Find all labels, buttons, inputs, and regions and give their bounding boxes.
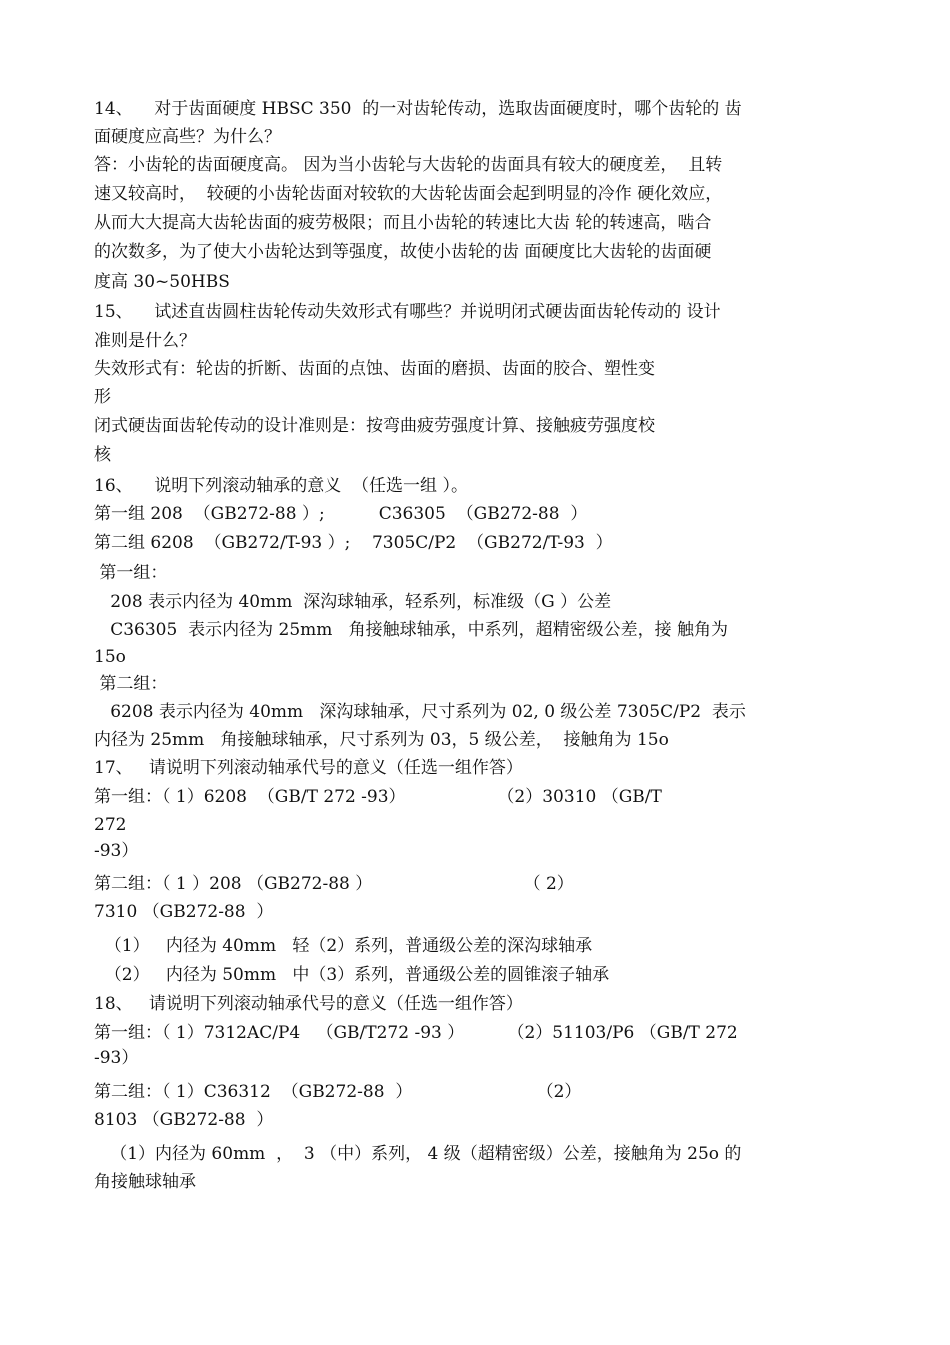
q18-answer-1-line-1: （1）内径为 60mm ， 3 （中）系列， 4 级（超精密级）公差，接触角为 25o 的 [94, 1144, 742, 1164]
q17-group-1-line-3: -93） [94, 841, 139, 861]
q17-group-1-line-2: 272 [94, 815, 127, 835]
q18-group-2-line-2: 8103 （GB272-88 ） [94, 1110, 274, 1130]
q16-answer-7305c: 内径为 25mm 角接触球轴承，尺寸系列为 03，5 级公差， 接触角为 15o [94, 730, 669, 750]
q17-title: 17、 请说明下列滚动轴承代号的意义（任选一组作答） [94, 758, 523, 778]
q18-title: 18、 请说明下列滚动轴承代号的意义（任选一组作答） [94, 994, 523, 1014]
q18-group-1-line-1: 第一组：（ 1）7312AC/P4 （GB/T272 -93 ） （2）51103/P6 （GB/T 272 [94, 1023, 738, 1043]
q14-answer-line-5: 度高 30~50HBS [94, 272, 230, 292]
q16-answer-group-2-heading: 第二组： [94, 674, 168, 694]
q16-answer-208: 208 表示内径为 40mm 深沟球轴承，轻系列，标准级（G ）公差 [94, 592, 612, 612]
q16-answer-group-1-heading: 第一组： [94, 563, 168, 583]
q15-answer-line-2: 形 [94, 387, 111, 407]
q15-answer-line-1: 失效形式有：轮齿的折断、齿面的点蚀、齿面的磨损、齿面的胶合、塑性变 [94, 359, 655, 379]
q15-title-line-2: 准则是什么？ [94, 331, 196, 351]
q17-group-2-line-1: 第二组：（ 1 ）208 （GB272-88 ） （ 2） [94, 874, 574, 894]
q16-answer-c36305-cont: 15o [94, 647, 126, 667]
q16-answer-c36305: C36305 表示内径为 25mm 角接触球轴承，中系列，超精密级公差，接 触角为 [94, 620, 728, 640]
q14-answer-line-3: 从而大大提高大齿轮齿面的疲劳极限；而且小齿轮的转速比大齿 轮的转速高，啮合 [94, 213, 712, 233]
q17-answer-2: （2） 内径为 50mm 中（3）系列，普通级公差的圆锥滚子轴承 [94, 965, 610, 985]
q16-group-1: 第一组 208 （GB272-88 ）; C36305 （GB272-88 ） [94, 504, 588, 524]
q14-answer-line-1: 答：小齿轮的齿面硬度高。 因为当小齿轮与大齿轮的齿面具有较大的硬度差， 且转 [94, 155, 723, 175]
q14-title-line-2: 面硬度应高些？为什么？ [94, 127, 281, 147]
q14-title-line-1: 14、 对于齿面硬度 HBSC 350 的一对齿轮传动，选取齿面硬度时，哪个齿轮的 齿 [94, 99, 742, 119]
q16-title: 16、 说明下列滚动轴承的意义 （任选一组 ）。 [94, 476, 468, 496]
q18-answer-1-line-2: 角接触球轴承 [94, 1172, 196, 1192]
q17-answer-1: （1） 内径为 40mm 轻（2）系列，普通级公差的深沟球轴承 [94, 936, 593, 956]
q14-answer-line-4: 的次数多，为了使大小齿轮达到等强度，故使小齿轮的齿 面硬度比大齿轮的齿面硬 [94, 242, 712, 262]
q17-group-1-line-1: 第一组：（ 1）6208 （GB/T 272 -93） （2）30310 （GB/T [94, 787, 662, 807]
q15-answer-line-3: 闭式硬齿面齿轮传动的设计准则是：按弯曲疲劳强度计算、接触疲劳强度校 [94, 416, 655, 436]
q15-answer-line-4: 核 [94, 445, 111, 465]
q18-group-2-line-1: 第二组：（ 1）C36312 （GB272-88 ） （2） [94, 1082, 582, 1102]
q15-title-line-1: 15、 试述直齿圆柱齿轮传动失效形式有哪些？并说明闭式硬齿面齿轮传动的 设计 [94, 302, 721, 322]
q14-answer-line-2: 速又较高时， 较硬的小齿轮齿面对较软的大齿轮齿面会起到明显的冷作 硬化效应， [94, 184, 723, 204]
q18-group-1-line-2: -93） [94, 1048, 139, 1068]
q17-group-2-line-2: 7310 （GB272-88 ） [94, 902, 274, 922]
q16-answer-6208: 6208 表示内径为 40mm 深沟球轴承，尺寸系列为 02, 0 级公差 7305C/P2 表示 [94, 702, 746, 722]
q16-group-2: 第二组 6208 （GB272/T-93 ）; 7305C/P2 （GB272/T-93 ） [94, 533, 613, 553]
